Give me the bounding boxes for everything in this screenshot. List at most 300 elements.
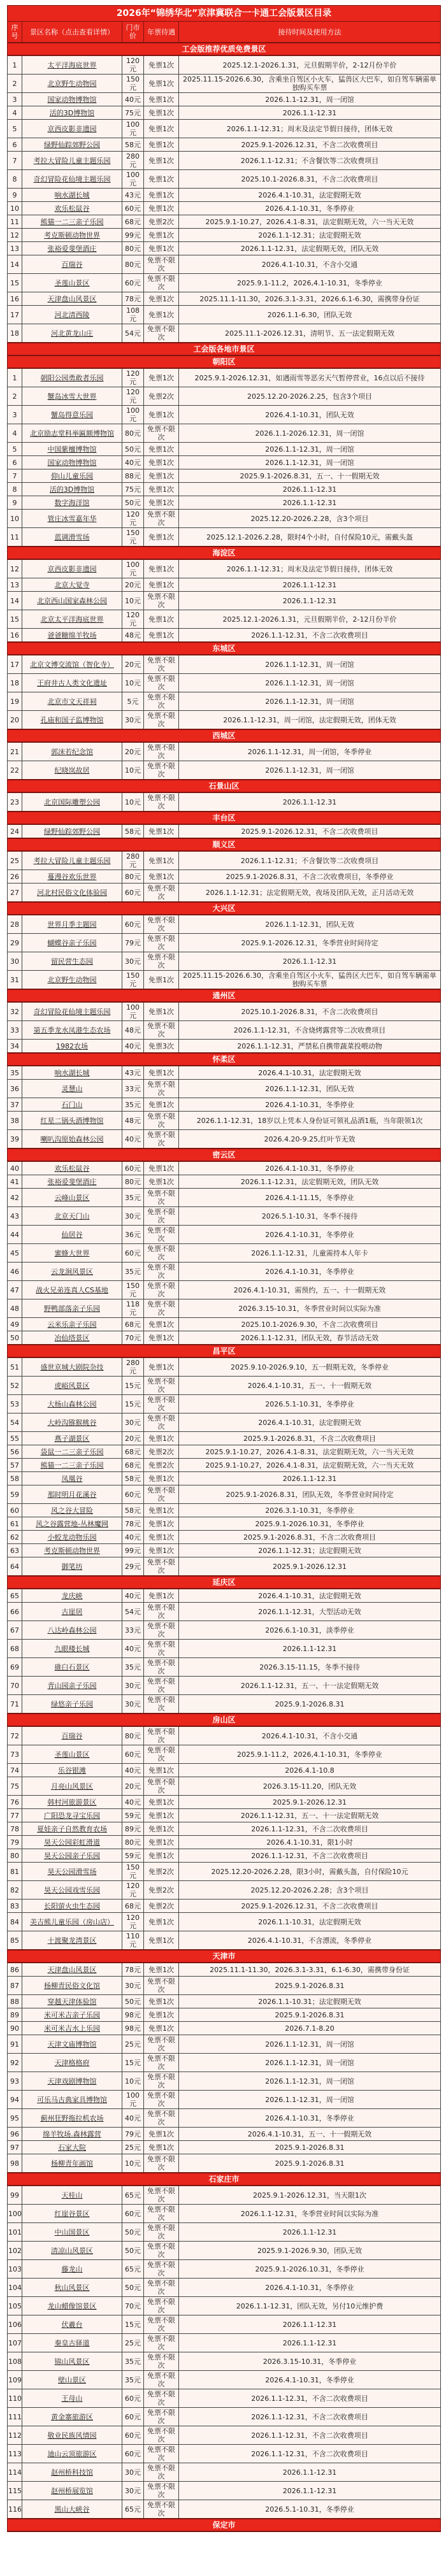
ticket-benefit: 免票1次 <box>144 138 179 152</box>
price: 68元 <box>122 1900 144 1913</box>
ticket-benefit: 免票不限次 <box>144 424 179 443</box>
price: 20元 <box>122 742 144 761</box>
usage-info: 2025.9.1-2026.8.31 <box>179 1977 441 1995</box>
table-row <box>8 274 441 292</box>
scenic-name-link[interactable]: 北京太平洋海底世界 <box>22 610 122 629</box>
section-title: 通州区 <box>8 989 441 1002</box>
scenic-name-link[interactable]: 考克斯顿动物世界 <box>22 1544 122 1557</box>
price: 58元 <box>122 1504 144 1517</box>
ticket-benefit: 免票不限次 <box>144 1226 179 1244</box>
scenic-name-link[interactable]: 北京天门山 <box>22 1207 122 1226</box>
scenic-name-link[interactable]: 郭沫若纪念馆 <box>22 742 122 761</box>
table-row <box>8 1413 441 1432</box>
ticket-benefit: 免票1次 <box>144 971 179 990</box>
scenic-name-link[interactable]: 盛世京城大剧院杂技 <box>22 1357 122 1377</box>
scenic-name-link[interactable]: 碓臼石景区 <box>22 1658 122 1677</box>
table-row <box>8 152 441 170</box>
scenic-name-link[interactable]: 天津盘山风景区 <box>22 292 122 306</box>
scenic-name-link[interactable]: 敬业民族风情园 <box>22 2426 122 2445</box>
price: 78元 <box>122 1963 144 1977</box>
scenic-name-link[interactable]: 长阳萤火虫生态园 <box>22 1900 122 1913</box>
scenic-name-link[interactable]: 壁山景区 <box>22 2371 122 2389</box>
scenic-name-link[interactable]: 数字海洋馆 <box>22 496 122 510</box>
price: 50元 <box>122 2223 144 2242</box>
scenic-name-link[interactable]: 大杨山森林公园 <box>22 1395 122 1413</box>
scenic-name-link[interactable]: 北京野生动物园 <box>22 75 122 93</box>
scenic-name-link[interactable]: 石家大院 <box>22 2141 122 2154</box>
scenic-name-link[interactable]: 圣莲山景区 <box>22 274 122 292</box>
scenic-name-link[interactable]: 河北清西陵 <box>22 306 122 324</box>
table-row <box>8 324 441 343</box>
scenic-name-link[interactable]: 第五季龙水凤港生态农场 <box>22 1021 122 1040</box>
price: 108元 <box>122 306 144 324</box>
scenic-name-link[interactable]: 北京西山国家森林公园 <box>22 592 122 610</box>
row-number: 1 <box>8 55 22 75</box>
price: 68元 <box>122 1445 144 1459</box>
price: 33元 <box>122 1080 144 1098</box>
price: 100元 <box>122 2091 144 2109</box>
scenic-name-link[interactable]: 天津文庙博物馆 <box>22 2035 122 2054</box>
ticket-benefit: 免票不限次 <box>144 1677 179 1695</box>
table-row <box>8 559 441 578</box>
row-number: 21 <box>8 742 22 761</box>
scenic-name-link[interactable]: 黄金寨旅游区 <box>22 2408 122 2426</box>
usage-info: 2025.9.1-2026.8.31，五一、十一假期无效 <box>179 469 441 483</box>
price: 80元 <box>122 242 144 255</box>
scenic-name-link[interactable]: 欢乐松鼠谷 <box>22 202 122 215</box>
scenic-name-link[interactable]: 奇幻冒险花仙境主题乐园 <box>22 170 122 189</box>
scenic-name-link[interactable]: 绵羊牧场.森林露营 <box>22 2128 122 2141</box>
usage-info: 2025.9.1-2026.8.31，团队无效，冬季营业时间待定 <box>179 1485 441 1504</box>
row-number: 15 <box>8 274 22 292</box>
scenic-name-link[interactable]: 战火兄弟连真人CS基地 <box>22 1281 122 1299</box>
row-number: 54 <box>8 1413 22 1432</box>
scenic-name-link[interactable]: 北京大觉寺 <box>22 578 122 592</box>
ticket-benefit: 免票1次 <box>144 443 179 456</box>
table-row <box>8 368 441 387</box>
table-row <box>8 1459 441 1472</box>
scenic-name-link[interactable]: 京西皮影非遗园 <box>22 559 122 578</box>
usage-info: 2026.4.1-10.31，法定假期无效 <box>179 189 441 202</box>
ticket-benefit: 免票不限次 <box>144 255 179 274</box>
usage-info: 2025.9.1-2026.8.31 <box>179 2008 441 2022</box>
scenic-name-link[interactable]: 蝴蝶谷亲子乐园 <box>22 934 122 952</box>
table-row <box>8 1112 441 1130</box>
scenic-name-link[interactable]: 欢乐松鼠谷 <box>22 1161 122 1175</box>
scenic-name-link[interactable]: 黑山大峡谷 <box>22 2500 122 2519</box>
scenic-name-link[interactable]: 太平洋海底世界 <box>22 55 122 75</box>
scenic-name-link[interactable]: 红星二锅头酒博物馆 <box>22 1112 122 1130</box>
ticket-benefit: 免票1次 <box>144 1913 179 1931</box>
scenic-name-link[interactable]: 天津盘山风景区 <box>22 1963 122 1977</box>
price: 60元 <box>122 1244 144 1263</box>
table-row <box>8 1863 441 1881</box>
usage-info: 2026.3.15-10.31，冬季营业时间以实际为准 <box>179 1299 441 1318</box>
section-header <box>8 838 441 851</box>
scenic-name-link[interactable]: 龙庆峡 <box>22 1589 122 1603</box>
usage-info: 2026.1.1-12.31，不含二次收费项目 <box>179 1849 441 1863</box>
ticket-benefit: 免票1次 <box>144 1504 179 1517</box>
scenic-name-link[interactable]: 秦皇古驿道 <box>22 2334 122 2352</box>
usage-info: 2025.9.1-2026.8.31，不含二次收费项目 <box>179 1531 441 1544</box>
scenic-name-link[interactable]: 美吉熊儿童乐园（房山店） <box>22 1913 122 1931</box>
usage-info: 2026.1.1-2026.12.31，周一闭馆 <box>179 424 441 443</box>
ticket-benefit: 免票1次 <box>144 629 179 643</box>
scenic-name-link[interactable]: 活的3D博物馆 <box>22 483 122 496</box>
scenic-name-link[interactable]: 大岭沟猕猴桃谷 <box>22 1413 122 1432</box>
ticket-benefit: 免票1次 <box>144 1531 179 1544</box>
ticket-benefit: 免票不限次 <box>144 1603 179 1621</box>
row-number: 4 <box>8 106 22 120</box>
ticket-benefit: 免票1次 <box>144 229 179 242</box>
price: 120元 <box>122 1913 144 1931</box>
scenic-name-link[interactable]: 十渡聚龙湾景区 <box>22 1931 122 1950</box>
ticket-benefit: 免票1次 <box>144 292 179 306</box>
table-row <box>8 424 441 443</box>
scenic-name-link[interactable]: 青山园亲子乐园 <box>22 1677 122 1695</box>
scenic-name-link[interactable]: 穿越天津体验馆 <box>22 1995 122 2008</box>
scenic-name-link[interactable]: 蟹岛得意乐园 <box>22 406 122 424</box>
row-number: 101 <box>8 2223 22 2242</box>
row-number: 11 <box>8 215 22 229</box>
scenic-name-link[interactable]: 夏娃亲子自然教育农场 <box>22 1822 122 1836</box>
scenic-name-link[interactable]: 北京国际雕塑公园 <box>22 792 122 812</box>
scenic-name-link[interactable]: 响水湖长城 <box>22 1066 122 1080</box>
usage-info: 2026.1.1-12.31；周末及法定节假日接待，团体无效 <box>179 120 441 138</box>
scenic-name-link[interactable]: 风之谷大冒险 <box>22 1504 122 1517</box>
scenic-name-link[interactable]: 赵州桥展览馆 <box>22 2482 122 2500</box>
row-number: 12 <box>8 559 22 578</box>
ticket-benefit: 免票1次 <box>144 93 179 106</box>
scenic-name-link[interactable]: 绿悠亲子乐园 <box>22 1695 122 1714</box>
section-header <box>8 729 441 742</box>
ticket-benefit: 免票1次 <box>144 152 179 170</box>
scenic-name-link[interactable]: 乐谷银滩 <box>22 1764 122 1777</box>
usage-info: 2025.9.1-2026.12.31，冬季营业时间待定 <box>179 934 441 952</box>
ticket-benefit: 免票1次 <box>144 578 179 592</box>
scenic-name-link[interactable]: 锦山风景区 <box>22 2352 122 2371</box>
row-number: 88 <box>8 1995 22 2008</box>
scenic-name-link[interactable]: 国家动物博物馆 <box>22 456 122 469</box>
usage-info: 2026.1.1-12.31；不含餐饮等二次收费项目 <box>179 851 441 870</box>
scenic-name-link[interactable]: 袋鼠一二三亲子乐园 <box>22 1445 122 1459</box>
ticket-benefit: 免票不限次 <box>144 2426 179 2445</box>
scenic-name-link[interactable]: 灵慧山 <box>22 1080 122 1098</box>
table-row <box>8 1726 441 1745</box>
scenic-name-link[interactable]: 昊天公园戏雪乐园 <box>22 1881 122 1900</box>
scenic-name-link[interactable]: 清凉山风景区 <box>22 2242 122 2260</box>
ticket-benefit: 免票1次 <box>144 1544 179 1557</box>
scenic-name-link[interactable]: 京西皮影非遗园 <box>22 120 122 138</box>
ticket-benefit: 免票1次 <box>144 202 179 215</box>
scenic-name-link[interactable]: 百瑞谷 <box>22 1726 122 1745</box>
price: 58元 <box>122 138 144 152</box>
scenic-name-link[interactable]: 熊猫一二三亲子乐园 <box>22 215 122 229</box>
scenic-name-link[interactable]: 响水湖长城 <box>22 189 122 202</box>
scenic-name-link[interactable]: 北京野生动物园 <box>22 971 122 990</box>
scenic-name-link[interactable]: 河北村民俗文化体验园 <box>22 884 122 903</box>
table-row <box>8 2482 441 2500</box>
scenic-name-link[interactable]: 蓝调滑雪场 <box>22 528 122 547</box>
table-row <box>8 1080 441 1098</box>
scenic-name-link[interactable]: 奇幻冒险花仙境主题乐园 <box>22 1002 122 1021</box>
scenic-name-link[interactable]: 那时明月花溪谷 <box>22 1485 122 1504</box>
scenic-name-link[interactable]: 风之谷露营地-丛林魔网 <box>22 1517 122 1531</box>
section-title: 天津市 <box>8 1950 441 1963</box>
row-number: 72 <box>8 1726 22 1745</box>
scenic-name-link[interactable]: 天津格格府 <box>22 2054 122 2072</box>
ticket-benefit: 免票1次 <box>144 469 179 483</box>
scenic-name-link[interactable]: 月亮山风景区 <box>22 1777 122 1796</box>
scenic-name-link[interactable]: 米可米吉亲子乐园 <box>22 2008 122 2022</box>
scenic-name-link[interactable]: 考拉大冒险儿童主题乐园 <box>22 851 122 870</box>
scenic-name-link[interactable]: 广阳恐龙寻宝乐园 <box>22 1809 122 1822</box>
scenic-name-link[interactable]: 昊天公园彩虹滑道 <box>22 1836 122 1849</box>
price: 280元 <box>122 152 144 170</box>
ticket-benefit: 免票不限次 <box>144 1977 179 1995</box>
scenic-name-link[interactable]: 仙居谷 <box>22 1226 122 1244</box>
table-row <box>8 1445 441 1459</box>
scenic-name-link[interactable]: 云龙涧风景区 <box>22 1263 122 1281</box>
scenic-name-link[interactable]: 迪山云顶旅游区 <box>22 2445 122 2463</box>
table-row <box>8 1021 441 1040</box>
scenic-name-link[interactable]: 秋山风景区 <box>22 2279 122 2297</box>
row-number: 49 <box>8 1318 22 1331</box>
scenic-name-link[interactable]: 仰山儿童乐园 <box>22 469 122 483</box>
scenic-name-link[interactable]: 国家动物博物馆 <box>22 93 122 106</box>
ticket-benefit: 免票不限次 <box>144 711 179 730</box>
price: 280元 <box>122 851 144 870</box>
table-row <box>8 1226 441 1244</box>
scenic-name-link[interactable]: 凤凰谷 <box>22 1472 122 1485</box>
row-number: 89 <box>8 2008 22 2022</box>
ticket-benefit: 免票1次 <box>144 1357 179 1377</box>
table-row <box>8 1395 441 1413</box>
scenic-name-link[interactable]: 红崖谷景区 <box>22 2205 122 2223</box>
scenic-name-link[interactable]: 藤龙山 <box>22 2260 122 2279</box>
scenic-name-link[interactable]: 百瑞谷 <box>22 255 122 274</box>
scenic-name-link[interactable]: 米可米吉水上乐园 <box>22 2022 122 2035</box>
scenic-name-link[interactable]: 喇叭沟原始森林公园 <box>22 1130 122 1149</box>
scenic-name-link[interactable]: 蟹岛冰雪大世界 <box>22 387 122 406</box>
price: 20元 <box>122 655 144 674</box>
usage-info: 2026.1.1-12.31 <box>179 2334 441 2352</box>
ticket-benefit: 免票不限次 <box>144 2445 179 2463</box>
scenic-name-link[interactable]: 蔓漫谷欢乐世界 <box>22 870 122 884</box>
scenic-name-link[interactable]: 管庄冰雪嘉年华 <box>22 510 122 528</box>
price: 30元 <box>122 1695 144 1714</box>
usage-info: 2026.1.1-12.31，周一闭馆 <box>179 2054 441 2072</box>
scenic-name-link[interactable]: 考拉大冒险儿童主题乐园 <box>22 152 122 170</box>
price: 150元 <box>122 75 144 93</box>
scenic-name-link[interactable]: 考克斯顿动物世界 <box>22 229 122 242</box>
table-row <box>8 1796 441 1809</box>
price: 35元 <box>122 2352 144 2371</box>
usage-info: 2026.6.1-10.31，淡季停业 <box>179 1621 441 1640</box>
ticket-benefit: 免票不限次 <box>144 1244 179 1263</box>
row-number: 19 <box>8 692 22 711</box>
table-row <box>8 242 441 255</box>
scenic-name-link[interactable]: 爸爸糖绵羊牧场 <box>22 629 122 643</box>
section-title: 工会版推荐优质免费景区 <box>8 43 441 55</box>
usage-info: 2026.1.1-12.31 <box>179 1472 441 1485</box>
scenic-name-link[interactable]: 伏羲台 <box>22 2315 122 2334</box>
row-number: 77 <box>8 1809 22 1822</box>
scenic-name-link[interactable]: 虎峪风景区 <box>22 1377 122 1395</box>
usage-info: 2026.4.1-10.31，冬季停业 <box>179 1263 441 1281</box>
ticket-benefit: 免票1次 <box>144 2022 179 2035</box>
usage-info: 2026.1.1-12.31，不含二次收费项目 <box>179 2445 441 2463</box>
scenic-name-link[interactable]: 蜜蜂大世界 <box>22 1244 122 1263</box>
scenic-name-link[interactable]: 可乐马古典家具博物馆 <box>22 2091 122 2109</box>
scenic-name-link[interactable]: 杨柳青民俗文化馆 <box>22 1977 122 1995</box>
scenic-name-link[interactable]: 小蛟龙动物乐园 <box>22 1531 122 1544</box>
price: 33元 <box>122 1621 144 1640</box>
scenic-name-link[interactable]: 朝阳公园勇敢者乐园 <box>22 368 122 387</box>
table-row <box>8 1963 441 1977</box>
table-row <box>8 629 441 643</box>
scenic-name-link[interactable]: 河北黄龙山庄 <box>22 324 122 343</box>
scenic-name-link[interactable]: 张裕爱斐堡酒庄 <box>22 1175 122 1189</box>
price: 80元 <box>122 1836 144 1849</box>
scenic-name-link[interactable]: 龙山蜡像馆景区 <box>22 2297 122 2315</box>
scenic-name-link[interactable]: 燕子湖景区 <box>22 1432 122 1445</box>
price: 60元 <box>122 2389 144 2408</box>
row-number: 2 <box>8 75 22 93</box>
ticket-benefit: 免票不限次 <box>144 1695 179 1714</box>
usage-info: 2025.11.1-2026.12.31，清明节、五一法定假期无效 <box>179 324 441 343</box>
price: 68元 <box>122 215 144 229</box>
scenic-name-link[interactable]: 王府井古人类文化遗址 <box>22 674 122 692</box>
table-row <box>8 1504 441 1517</box>
usage-info: 2026.1.1-12.31 <box>179 2315 441 2334</box>
table-row <box>8 2279 441 2297</box>
scenic-name-link[interactable]: 韩村河旅游景区 <box>22 1796 122 1809</box>
price: 59元 <box>122 1849 144 1863</box>
scenic-name-link[interactable]: 张裕爱斐堡酒庄 <box>22 242 122 255</box>
scenic-name-link[interactable]: 古崖居 <box>22 1603 122 1621</box>
scenic-name-link[interactable]: 圣莲山景区 <box>22 1745 122 1764</box>
table-row <box>8 255 441 274</box>
scenic-name-link[interactable]: 石门山 <box>22 1098 122 1112</box>
scenic-name-link[interactable]: 北京市文天祥祠 <box>22 692 122 711</box>
usage-info: 2026.1.1-12.31，法定假期无效，团队无效 <box>179 1175 441 1189</box>
usage-info: 2026.1.1-6.30，团队无效 <box>179 306 441 324</box>
price: 25元 <box>122 2035 144 2054</box>
scenic-name-link[interactable]: 野鸭部落亲子乐园 <box>22 1299 122 1318</box>
scenic-name-link[interactable]: 北京励志堂科举匾额博物馆 <box>22 424 122 443</box>
scenic-name-link[interactable]: 御笔坊 <box>22 1557 122 1577</box>
price: 40元 <box>122 1130 144 1149</box>
ticket-benefit: 免票1次 <box>144 242 179 255</box>
usage-info: 2025.12.20-2026.2.28，含3个项目 <box>179 510 441 528</box>
scenic-name-link[interactable]: 王母山 <box>22 2389 122 2408</box>
table-row <box>8 1263 441 1281</box>
row-number: 46 <box>8 1263 22 1281</box>
scenic-name-link[interactable]: 绿野仙踪郊野公园 <box>22 824 122 838</box>
table-row <box>8 443 441 456</box>
scenic-name-link[interactable]: 天桂山 <box>22 2186 122 2205</box>
scenic-name-link[interactable]: 赵州桥科技馆 <box>22 2463 122 2482</box>
scenic-name-link[interactable]: 天津戏剧博物馆 <box>22 2072 122 2091</box>
scenic-name-link[interactable]: 杨柳青年画馆 <box>22 2154 122 2173</box>
section-header <box>8 2173 441 2186</box>
ticket-benefit: 免票不限次 <box>144 510 179 528</box>
table-row <box>8 1977 441 1995</box>
table-row <box>8 1432 441 1445</box>
table-row <box>8 1066 441 1080</box>
scenic-name-link[interactable]: 九眼楼长城 <box>22 1640 122 1658</box>
scenic-name-link[interactable]: 冶仙塔景区 <box>22 1331 122 1345</box>
table-row <box>8 2352 441 2371</box>
row-number: 10 <box>8 202 22 215</box>
scenic-name-link[interactable]: 八达岭森林公园 <box>22 1621 122 1640</box>
ticket-benefit: 免票不限次 <box>144 2054 179 2072</box>
usage-info: 2025.9.1-2026.12.31，如遇雨雪等恶劣天气暂停营业，16点以后不接待 <box>179 368 441 387</box>
table-row <box>8 1318 441 1331</box>
scenic-name-link[interactable]: 活的3D博物馆 <box>22 106 122 120</box>
usage-info: 2026.1.1-12.31，周一闭馆 <box>179 655 441 674</box>
scenic-name-link[interactable]: 中国紫檀博物馆 <box>22 443 122 456</box>
row-number: 12 <box>8 229 22 242</box>
ticket-benefit: 免票不限次 <box>144 692 179 711</box>
scenic-name-link[interactable]: 北京文博交流馆（智化寺） <box>22 655 122 674</box>
ticket-benefit: 免票1次 <box>144 2141 179 2154</box>
scenic-name-link[interactable]: 云米乐亲子乐园 <box>22 1318 122 1331</box>
row-number: 80 <box>8 1849 22 1863</box>
table-row <box>8 761 441 780</box>
scenic-name-link[interactable]: 孔庙和国子监博物馆 <box>22 711 122 730</box>
scenic-name-link[interactable]: 纪晓岚故居 <box>22 761 122 780</box>
scenic-name-link[interactable]: 绿野仙踪郊野公园 <box>22 138 122 152</box>
scenic-name-link[interactable]: 1982农场 <box>22 1040 122 1054</box>
usage-info: 2026.1.1-12.31，周一闭馆 <box>179 456 441 469</box>
table-row <box>8 1677 441 1695</box>
ticket-benefit: 免票1次 <box>144 824 179 838</box>
ticket-benefit: 免票1次 <box>144 368 179 387</box>
ticket-benefit: 免票不限次 <box>144 2035 179 2054</box>
table-row <box>8 2205 441 2223</box>
usage-info: 2025.9.1-2026.8.31 <box>179 2154 441 2173</box>
ticket-benefit: 免票1次 <box>144 2008 179 2022</box>
price: 15元 <box>122 1395 144 1413</box>
price: 48元 <box>122 1112 144 1130</box>
scenic-name-link[interactable]: 留民营生态园 <box>22 952 122 971</box>
scenic-name-link[interactable]: 蓟州狂野拖拉机农场 <box>22 2109 122 2128</box>
row-number: 40 <box>8 1161 22 1175</box>
scenic-name-link[interactable]: 熊猫一二三亲子乐园 <box>22 1459 122 1472</box>
price: 120元 <box>122 510 144 528</box>
row-number: 16 <box>8 629 22 643</box>
usage-info: 2025.9.1-2026.12.31，不含二次收费项目 <box>179 1900 441 1913</box>
scenic-name-link[interactable]: 昊天公园亲子乐园 <box>22 1849 122 1863</box>
row-number: 75 <box>8 1777 22 1796</box>
table-row <box>8 1098 441 1112</box>
table-row <box>8 229 441 242</box>
scenic-name-link[interactable]: 昊天公园滑雪场 <box>22 1863 122 1881</box>
usage-info: 2026.4.1-10.31，不含小交通 <box>179 255 441 274</box>
row-number: 82 <box>8 1881 22 1900</box>
price: 10元 <box>122 592 144 610</box>
scenic-name-link[interactable]: 中山国景区 <box>22 2223 122 2242</box>
usage-info: 2025.12.20-2026.2.28；含3个项目 <box>179 1881 441 1900</box>
usage-info: 2025.9.1-11.2，2026,4.1-10.31，冬季停业 <box>179 274 441 292</box>
usage-info: 2026.1.1-12.31，团队无效，春节活动无效 <box>179 1331 441 1345</box>
usage-info: 2026.5.1-10.31，冬季停业 <box>179 1395 441 1413</box>
scenic-name-link[interactable]: 云峰山景区 <box>22 1189 122 1207</box>
usage-info: 2025.10.1-2026.8.31，不含二次收费项目 <box>179 170 441 189</box>
scenic-name-link[interactable]: 世界月季主题园 <box>22 915 122 934</box>
